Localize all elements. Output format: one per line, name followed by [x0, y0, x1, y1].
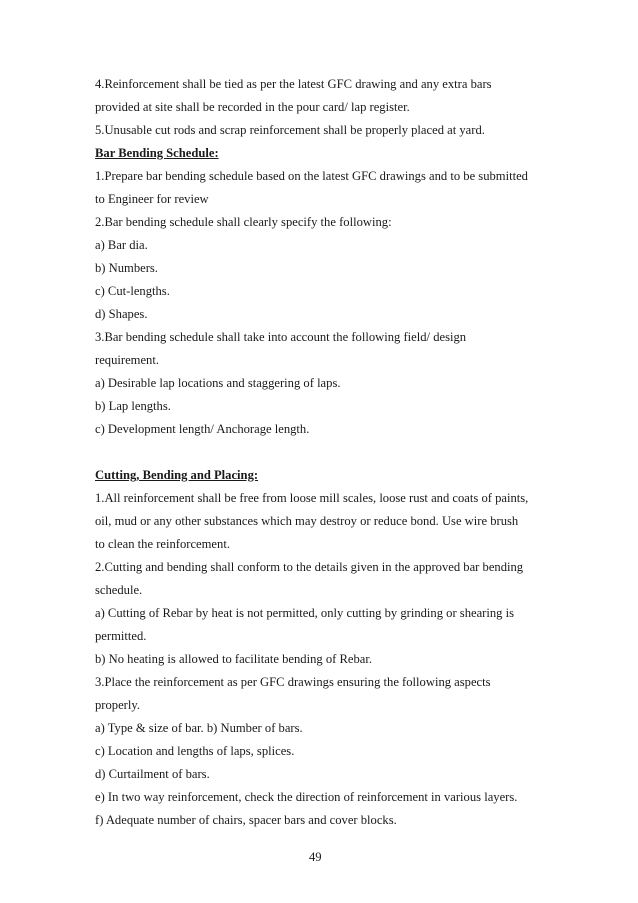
body-line: f) Adequate number of chairs, spacer bars and cover blocks. — [95, 813, 397, 827]
body-line: 2.Cutting and bending shall conform to the details given in the approved bar bending — [95, 560, 524, 574]
body-line: 3.Place the reinforcement as per GFC drawings ensuring the following aspects — [95, 675, 491, 689]
body-line: d) Shapes. — [95, 307, 148, 321]
paragraph-gap — [95, 441, 550, 464]
body-line: 2.Bar bending schedule shall clearly specify the following: — [95, 215, 392, 229]
body-line: b) No heating is allowed to facilitate bending of Rebar. — [95, 652, 372, 666]
document-body — [95, 73, 550, 832]
body-line: b) Lap lengths. — [95, 399, 171, 413]
body-line: schedule. — [95, 583, 143, 597]
body-line: provided at site shall be recorded in the pour card/ lap register. — [95, 100, 410, 114]
body-line: c) Location and lengths of laps, splices. — [95, 744, 295, 758]
body-line: b) Numbers. — [95, 261, 158, 275]
body-line: a) Bar dia. — [95, 238, 148, 252]
body-line: 3.Bar bending schedule shall take into account the following field/ design — [95, 330, 467, 344]
body-line: permitted. — [95, 629, 147, 643]
body-line: oil, mud or any other substances which may destroy or reduce bond. Use wire brush — [95, 514, 519, 528]
body-line: a) Desirable lap locations and staggering of laps. — [95, 376, 341, 390]
page-number: 49 — [309, 850, 322, 864]
body-line: 1.Prepare bar bending schedule based on the latest GFC drawings and to be submitted — [95, 169, 528, 183]
section-heading-bar-bending-schedule: Bar Bending Schedule: — [95, 146, 219, 160]
body-line: a) Type & size of bar. b) Number of bars. — [95, 721, 303, 735]
body-line: a) Cutting of Rebar by heat is not permitted, only cutting by grinding or shearing is — [95, 606, 515, 620]
body-line: 1.All reinforcement shall be free from loose mill scales, loose rust and coats of paints, — [95, 491, 529, 505]
body-line: to clean the reinforcement. — [95, 537, 230, 551]
body-line: c) Cut-lengths. — [95, 284, 170, 298]
body-line: d) Curtailment of bars. — [95, 767, 210, 781]
section-heading-cutting-bending-placing: Cutting, Bending and Placing: — [95, 468, 259, 482]
body-line: to Engineer for review — [95, 192, 209, 206]
body-line: e) In two way reinforcement, check the direction of reinforcement in various layers. — [95, 790, 518, 804]
body-line: requirement. — [95, 353, 159, 367]
body-line: 4.Reinforcement shall be tied as per the latest GFC drawing and any extra bars — [95, 77, 492, 91]
body-line: 5.Unusable cut rods and scrap reinforcement shall be properly placed at yard. — [95, 123, 485, 137]
body-line: c) Development length/ Anchorage length. — [95, 422, 310, 436]
body-line: properly. — [95, 698, 140, 712]
